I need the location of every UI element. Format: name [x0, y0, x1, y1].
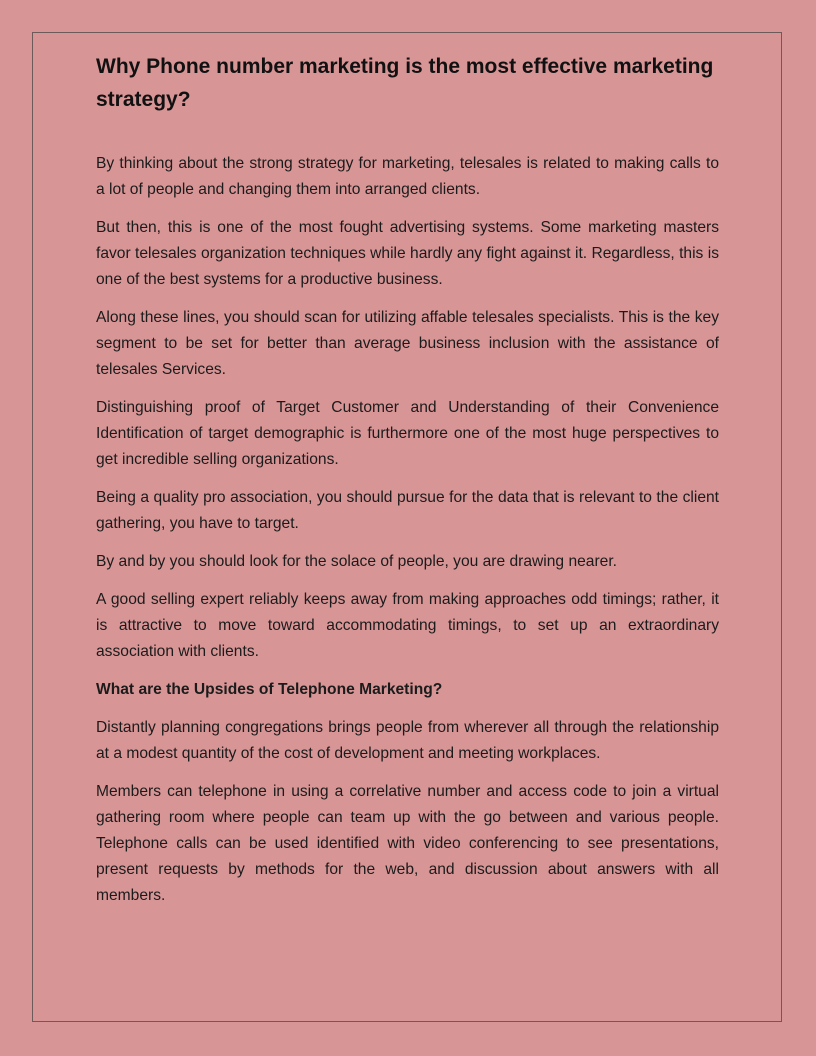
- paragraph: Distinguishing proof of Target Customer and Understanding of their Convenience Identification of target demographic is furthermore one of the most huge perspectives to get incredible selling organizations.: [96, 399, 719, 468]
- paragraph: Being a quality pro association, you should pursue for the data that is relevant to the client gathering, you have to target.: [96, 489, 719, 532]
- paragraph: Along these lines, you should scan for utilizing affable telesales specialists. This is the key segment to be set for better than average business inclusion with the assistance of telesales Services.: [96, 309, 719, 378]
- paragraph: Distantly planning congregations brings people from wherever all through the relationship at a modest quantity of the cost of development and meeting workplaces.: [96, 719, 719, 762]
- paragraph: By thinking about the strong strategy for marketing, telesales is related to making calls to a lot of people and changing them into arranged clients.: [96, 155, 719, 198]
- paragraph: But then, this is one of the most fought advertising systems. Some marketing masters favor telesales organization techniques while hardly any fight against it. Regardless, this is one of the best systems for a productive business.: [96, 219, 719, 288]
- paragraph: Members can telephone in using a correlative number and access code to join a virtual gathering room where people can team up with the go between and various people. Telephone calls can be used identified with video conferencing to see presentations, present requests by methods for the web, and discussion about answers with all members.: [96, 783, 719, 904]
- paragraph: By and by you should look for the solace of people, you are drawing nearer.: [96, 553, 617, 570]
- paragraph: A good selling expert reliably keeps away from making approaches odd timings; rather, it is attractive to move toward accommodating timings, to set up an extraordinary association with clients.: [96, 591, 719, 660]
- page-title: Why Phone number marketing is the most effective marketing strategy?: [96, 55, 714, 111]
- section-heading: What are the Upsides of Telephone Marketing?: [96, 681, 443, 698]
- document-body: [96, 50, 719, 921]
